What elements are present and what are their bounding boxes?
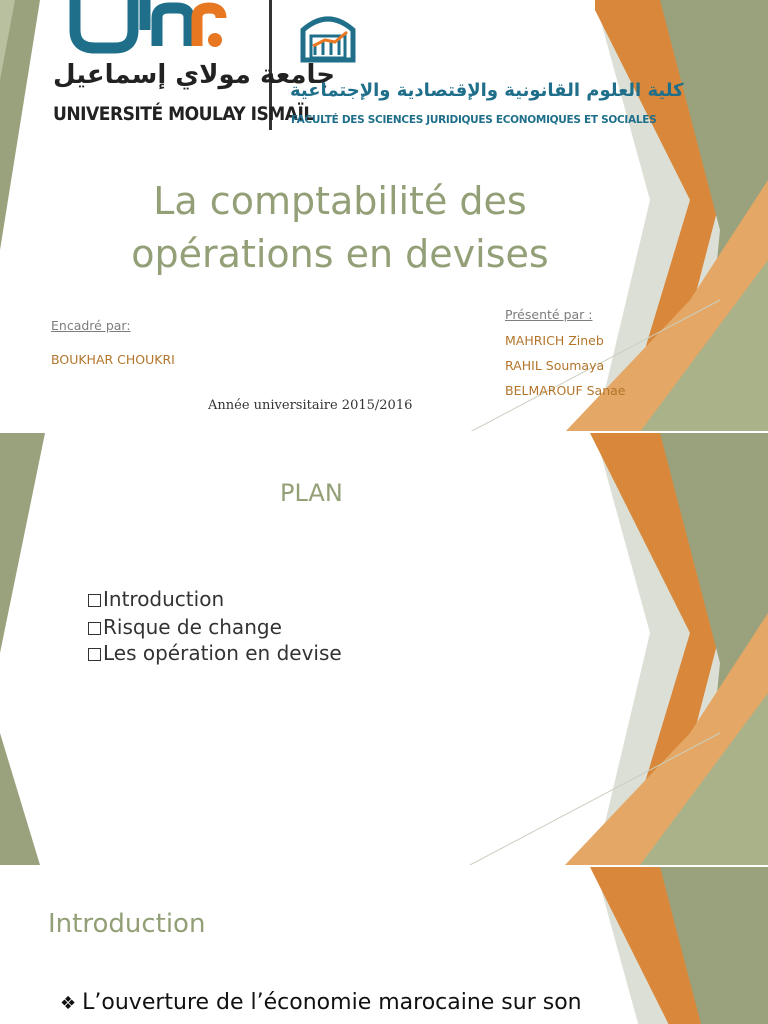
plan-item bbox=[88, 587, 224, 611]
student-name: MAHRICH Zineb bbox=[505, 333, 604, 348]
bullet-item bbox=[60, 990, 582, 1015]
plan-item bbox=[88, 641, 342, 665]
plan-slide bbox=[0, 433, 768, 865]
slide-title-line2: opérations en devises bbox=[131, 232, 549, 276]
slide-separator bbox=[0, 865, 768, 867]
encadre-label: Encadré par: bbox=[51, 318, 131, 333]
checkbox-icon bbox=[88, 648, 101, 661]
checkbox-icon bbox=[88, 622, 101, 635]
student-name: BELMAROUF Sanae bbox=[505, 383, 626, 398]
plan-item-label: Introduction bbox=[103, 587, 225, 611]
encadre-name: BOUKHAR CHOUKRI bbox=[51, 352, 175, 367]
presente-label: Présenté par : bbox=[505, 307, 593, 322]
introduction-title: Introduction bbox=[48, 909, 206, 939]
diamond-bullet-icon: ❖ bbox=[60, 993, 77, 1014]
title-slide bbox=[0, 0, 768, 431]
plan-item bbox=[88, 615, 282, 639]
faculty-french-name: FACULTÉ DES SCIENCES JURIDIQUES ECONOMIQUES ET SOCIALES bbox=[291, 114, 657, 126]
umi-french-name: UNIVERSITÉ MOULAY ISMAÏL bbox=[53, 103, 314, 125]
university-logo-banner bbox=[45, 0, 684, 140]
slide-separator bbox=[0, 431, 768, 433]
umi-arabic-name: جامعة مولاي إسماعيل bbox=[53, 60, 335, 90]
introduction-slide bbox=[0, 867, 768, 1024]
slide-title-line1: La comptabilité des bbox=[153, 179, 527, 223]
academic-year: Année universitaire 2015/2016 bbox=[208, 398, 413, 413]
bullet-text: L’ouverture de l’économie marocaine sur son bbox=[82, 990, 582, 1015]
student-name: RAHIL Soumaya bbox=[505, 358, 605, 373]
plan-item-label: Risque de change bbox=[103, 615, 282, 639]
faculty-arabic-name: كلية العلوم القانونية والإقتصادية والإجتماعية bbox=[290, 80, 684, 101]
checkbox-icon bbox=[88, 594, 101, 607]
plan-item-label: Les opération en devise bbox=[103, 641, 342, 665]
plan-title: PLAN bbox=[280, 479, 343, 507]
